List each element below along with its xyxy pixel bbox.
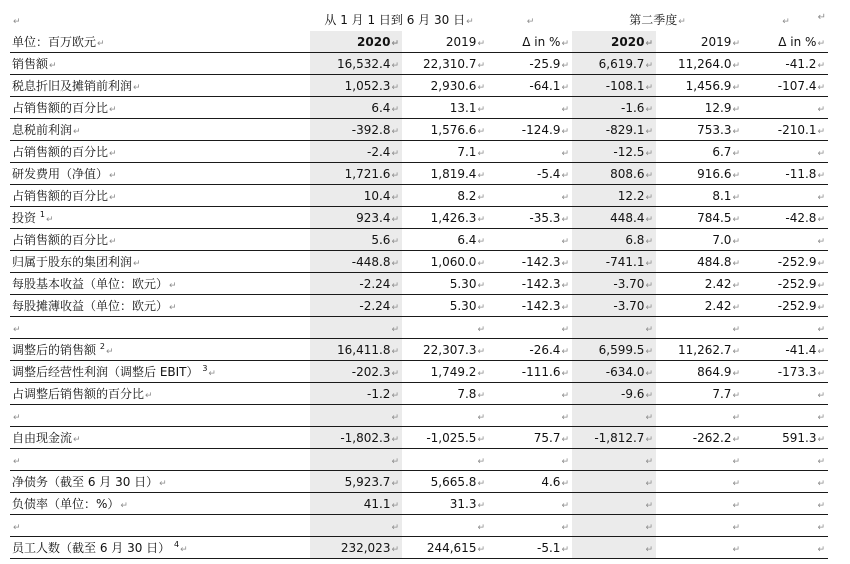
row-label: 研发费用（净值）↵: [10, 163, 310, 185]
cell-q2-delta: -252.9↵: [743, 251, 828, 273]
cell-q2-delta: -252.9↵: [743, 273, 828, 295]
cell-h1-delta: -142.3↵: [488, 251, 572, 273]
cell-h1-2019: 7.8↵: [402, 383, 488, 405]
cell-h1-2020: 1,721.6↵: [310, 163, 402, 185]
cell-h1-2020: 1,052.3↵: [310, 75, 402, 97]
table-row: [10, 295, 828, 317]
cell-q2-2020: 6,619.7↵: [572, 53, 656, 75]
cell-q2-2020: ↵: [572, 405, 656, 427]
row-label: 占销售额的百分比↵: [10, 97, 310, 119]
cell-h1-2020: -2.24↵: [310, 295, 402, 317]
cell-q2-delta: -41.2↵: [743, 53, 828, 75]
cell-h1-delta: 75.7↵: [488, 427, 572, 449]
cell-q2-delta: ↵: [743, 449, 828, 471]
row-label: 息税前利润↵: [10, 119, 310, 141]
row-label: 每股摊薄收益（单位：欧元）↵: [10, 295, 310, 317]
cell-h1-delta: -64.1↵: [488, 75, 572, 97]
cell-q2-2020: ↵: [572, 537, 656, 559]
cell-h1-2019: 22,310.7↵: [402, 53, 488, 75]
header-empty-cell: ↵: [526, 16, 535, 27]
cell-q2-delta: ↵: [743, 97, 828, 119]
cell-h1-2019: -1,025.5↵: [402, 427, 488, 449]
cell-h1-delta: ↵: [488, 185, 572, 207]
table-row: [10, 361, 828, 383]
row-label: 员工人数（截至 6 月 30 日） $^4$↵: [10, 537, 310, 559]
table-row: [10, 251, 828, 273]
cell-q2-2019: 484.8↵: [656, 251, 743, 273]
cell-h1-2019: 31.3↵: [402, 493, 488, 515]
cell-q2-2019: 7.0↵: [656, 229, 743, 251]
table-row: [10, 537, 828, 559]
row-label: 归属于股东的集团利润↵: [10, 251, 310, 273]
cell-q2-delta: ↵: [743, 493, 828, 515]
cell-q2-2019: 6.7↵: [656, 141, 743, 163]
footnote-marker: 4: [174, 540, 180, 549]
footnote-marker: 1: [39, 210, 45, 219]
table-row: [10, 493, 828, 515]
cell-q2-delta: ↵: [743, 515, 828, 537]
cell-q2-2019: 916.6↵: [656, 163, 743, 185]
row-label: 占销售额的百分比↵: [10, 229, 310, 251]
cell-q2-2019: 8.1↵: [656, 185, 743, 207]
cell-h1-2019: 1,060.0↵: [402, 251, 488, 273]
cell-h1-2020: -1.2↵: [310, 383, 402, 405]
table-corner-mark: ↵: [817, 12, 826, 23]
cell-q2-2019: 11,262.7↵: [656, 339, 743, 361]
cell-q2-delta: ↵: [743, 317, 828, 339]
cell-h1-delta: ↵: [488, 97, 572, 119]
cell-h1-2019: 5.30↵: [402, 295, 488, 317]
row-label: 占调整后销售额的百分比↵: [10, 383, 310, 405]
unit-label: 单位：百万欧元↵: [10, 31, 310, 53]
row-label: 销售额↵: [10, 53, 310, 75]
cell-h1-2019: 1,576.6↵: [402, 119, 488, 141]
table-row: [10, 185, 828, 207]
table-row: [10, 515, 828, 537]
cell-q2-2019: ↵: [656, 537, 743, 559]
cell-h1-2019: 8.2↵: [402, 185, 488, 207]
col-header-q2-2019: 2019↵: [656, 31, 743, 53]
cell-q2-delta: ↵: [743, 185, 828, 207]
cell-h1-delta: -25.9↵: [488, 53, 572, 75]
cell-h1-delta: -111.6↵: [488, 361, 572, 383]
cell-q2-2020: -12.5↵: [572, 141, 656, 163]
table-row: [10, 141, 828, 163]
table-row: [10, 383, 828, 405]
cell-q2-2020: 6,599.5↵: [572, 339, 656, 361]
cell-q2-delta: -173.3↵: [743, 361, 828, 383]
cell-h1-2020: -1,802.3↵: [310, 427, 402, 449]
row-label: 投资 $^1$↵: [10, 207, 310, 229]
cell-h1-2020: ↵: [310, 405, 402, 427]
cell-q2-2020: 6.8↵: [572, 229, 656, 251]
cell-q2-2019: ↵: [656, 493, 743, 515]
table-row: [10, 75, 828, 97]
cell-h1-2019: 244,615↵: [402, 537, 488, 559]
cell-h1-2020: 16,411.8↵: [310, 339, 402, 361]
cell-h1-2019: 5,665.8↵: [402, 471, 488, 493]
header-empty-cell: ↵: [782, 16, 790, 27]
cell-h1-2020: ↵: [310, 515, 402, 537]
cell-q2-2020: -108.1↵: [572, 75, 656, 97]
cell-q2-2019: ↵: [656, 317, 743, 339]
table-row: [10, 229, 828, 251]
cell-q2-2020: -3.70↵: [572, 273, 656, 295]
cell-h1-2020: -392.8↵: [310, 119, 402, 141]
cell-q2-2020: -3.70↵: [572, 295, 656, 317]
cell-q2-2020: 808.6↵: [572, 163, 656, 185]
cell-q2-delta: -42.8↵: [743, 207, 828, 229]
col-header-h1-2019: 2019↵: [402, 31, 488, 53]
cell-h1-delta: ↵: [488, 141, 572, 163]
row-label: 占销售额的百分比↵: [10, 141, 310, 163]
cell-h1-2019: ↵: [402, 405, 488, 427]
cell-q2-2020: ↵: [572, 449, 656, 471]
cell-h1-2020: 6.4↵: [310, 97, 402, 119]
row-label: 自由现金流↵: [10, 427, 310, 449]
row-label: 调整后经营性利润（调整后 EBIT） $^3$↵: [10, 361, 310, 383]
table-row: [10, 97, 828, 119]
header-row-columns: [10, 31, 828, 53]
cell-q2-2019: 7.7↵: [656, 383, 743, 405]
cell-q2-delta: -11.8↵: [743, 163, 828, 185]
cell-q2-2019: 2.42↵: [656, 273, 743, 295]
row-label: ↵: [10, 515, 310, 537]
cell-h1-2019: 1,426.3↵: [402, 207, 488, 229]
cell-h1-delta: ↵: [488, 493, 572, 515]
cell-h1-2020: 10.4↵: [310, 185, 402, 207]
row-label: 负债率（单位：%）↵: [10, 493, 310, 515]
col-header-q2-2020: 2020↵: [572, 31, 656, 53]
cell-q2-2019: ↵: [656, 471, 743, 493]
table-row: [10, 405, 828, 427]
cell-h1-2020: -2.24↵: [310, 273, 402, 295]
cell-q2-2020: 12.2↵: [572, 185, 656, 207]
cell-h1-2020: 16,532.4↵: [310, 53, 402, 75]
cell-q2-2019: 11,264.0↵: [656, 53, 743, 75]
table-row: [10, 471, 828, 493]
cell-q2-2020: -741.1↵: [572, 251, 656, 273]
row-label: 税息折旧及摊销前利润↵: [10, 75, 310, 97]
cell-h1-2019: 13.1↵: [402, 97, 488, 119]
cell-h1-delta: -142.3↵: [488, 295, 572, 317]
cell-q2-2020: -634.0↵: [572, 361, 656, 383]
cell-h1-2019: 6.4↵: [402, 229, 488, 251]
cell-h1-2019: 22,307.3↵: [402, 339, 488, 361]
cell-h1-2019: 5.30↵: [402, 273, 488, 295]
cell-h1-2019: 7.1↵: [402, 141, 488, 163]
cell-q2-2019: 753.3↵: [656, 119, 743, 141]
row-label: 净债务（截至 6 月 30 日）↵: [10, 471, 310, 493]
cell-h1-2020: -448.8↵: [310, 251, 402, 273]
cell-h1-2020: 5.6↵: [310, 229, 402, 251]
cell-h1-2020: ↵: [310, 317, 402, 339]
cell-h1-2020: 232,023↵: [310, 537, 402, 559]
table-row: [10, 273, 828, 295]
cell-h1-2019: ↵: [402, 515, 488, 537]
header-quarter-label: 第二季度↵: [629, 13, 686, 27]
cell-q2-2020: -9.6↵: [572, 383, 656, 405]
cell-h1-delta: -142.3↵: [488, 273, 572, 295]
cell-q2-2020: -1,812.7↵: [572, 427, 656, 449]
table-row: [10, 53, 828, 75]
cell-q2-delta: -41.4↵: [743, 339, 828, 361]
cell-q2-2019: ↵: [656, 449, 743, 471]
cell-q2-delta: ↵: [743, 405, 828, 427]
cell-q2-delta: -107.4↵: [743, 75, 828, 97]
cell-q2-2019: ↵: [656, 405, 743, 427]
cell-q2-delta: ↵: [743, 229, 828, 251]
cell-h1-2019: 1,819.4↵: [402, 163, 488, 185]
row-label: ↵: [10, 317, 310, 339]
cell-q2-2020: ↵: [572, 493, 656, 515]
cell-h1-delta: -26.4↵: [488, 339, 572, 361]
cell-h1-2020: 923.4↵: [310, 207, 402, 229]
cell-h1-2019: 1,749.2↵: [402, 361, 488, 383]
cell-q2-2020: ↵: [572, 515, 656, 537]
cell-q2-delta: ↵: [743, 471, 828, 493]
cell-q2-2019: 12.9↵: [656, 97, 743, 119]
cell-q2-2020: ↵: [572, 317, 656, 339]
cell-h1-2020: -202.3↵: [310, 361, 402, 383]
cell-h1-delta: ↵: [488, 383, 572, 405]
cell-h1-delta: -5.1↵: [488, 537, 572, 559]
cell-q2-delta: ↵: [743, 141, 828, 163]
header-period-label: 从 1 月 1 日到 6 月 30 日↵: [324, 13, 474, 27]
cell-q2-delta: -252.9↵: [743, 295, 828, 317]
cell-q2-2020: ↵: [572, 471, 656, 493]
cell-h1-delta: 4.6↵: [488, 471, 572, 493]
col-header-q2-delta: Δ in %↵: [743, 31, 828, 53]
cell-h1-2020: -2.4↵: [310, 141, 402, 163]
cell-h1-2019: 2,930.6↵: [402, 75, 488, 97]
table-row: [10, 207, 828, 229]
cell-h1-2020: ↵: [310, 449, 402, 471]
col-header-h1-delta: Δ in %↵: [488, 31, 572, 53]
header-row-period: [10, 8, 828, 31]
table-row: [10, 163, 828, 185]
key-figures-table: [10, 8, 828, 559]
cell-q2-2020: -1.6↵: [572, 97, 656, 119]
cell-q2-delta: 591.3↵: [743, 427, 828, 449]
table-row: [10, 317, 828, 339]
row-label: 占销售额的百分比↵: [10, 185, 310, 207]
cell-h1-2019: ↵: [402, 449, 488, 471]
cell-q2-delta: -210.1↵: [743, 119, 828, 141]
footnote-marker: 2: [99, 342, 105, 351]
cell-q2-2020: -829.1↵: [572, 119, 656, 141]
cell-h1-delta: -5.4↵: [488, 163, 572, 185]
cell-h1-2019: ↵: [402, 317, 488, 339]
financial-table-document: [10, 8, 828, 559]
cell-h1-delta: ↵: [488, 449, 572, 471]
row-label: ↵: [10, 405, 310, 427]
cell-h1-2020: 5,923.7↵: [310, 471, 402, 493]
cell-q2-2019: 864.9↵: [656, 361, 743, 383]
table-row: [10, 427, 828, 449]
table-row: [10, 449, 828, 471]
cell-q2-2020: 448.4↵: [572, 207, 656, 229]
col-header-h1-2020: 2020↵: [310, 31, 402, 53]
cell-q2-2019: 784.5↵: [656, 207, 743, 229]
table-row: [10, 119, 828, 141]
cell-h1-delta: ↵: [488, 229, 572, 251]
cell-q2-2019: ↵: [656, 515, 743, 537]
cell-h1-2020: 41.1↵: [310, 493, 402, 515]
cell-q2-2019: -262.2↵: [656, 427, 743, 449]
cell-h1-delta: ↵: [488, 515, 572, 537]
row-label: 每股基本收益（单位：欧元）↵: [10, 273, 310, 295]
cell-q2-2019: 1,456.9↵: [656, 75, 743, 97]
cell-h1-delta: -35.3↵: [488, 207, 572, 229]
header-empty-cell: ↵: [13, 16, 21, 27]
cell-h1-delta: ↵: [488, 317, 572, 339]
cell-q2-delta: ↵: [743, 383, 828, 405]
footnote-marker: 3: [202, 364, 208, 373]
cell-q2-2019: 2.42↵: [656, 295, 743, 317]
cell-q2-delta: ↵: [743, 537, 828, 559]
row-label: 调整后的销售额 $^2$↵: [10, 339, 310, 361]
cell-h1-delta: ↵: [488, 405, 572, 427]
row-label: ↵: [10, 449, 310, 471]
table-row: [10, 339, 828, 361]
cell-h1-delta: -124.9↵: [488, 119, 572, 141]
